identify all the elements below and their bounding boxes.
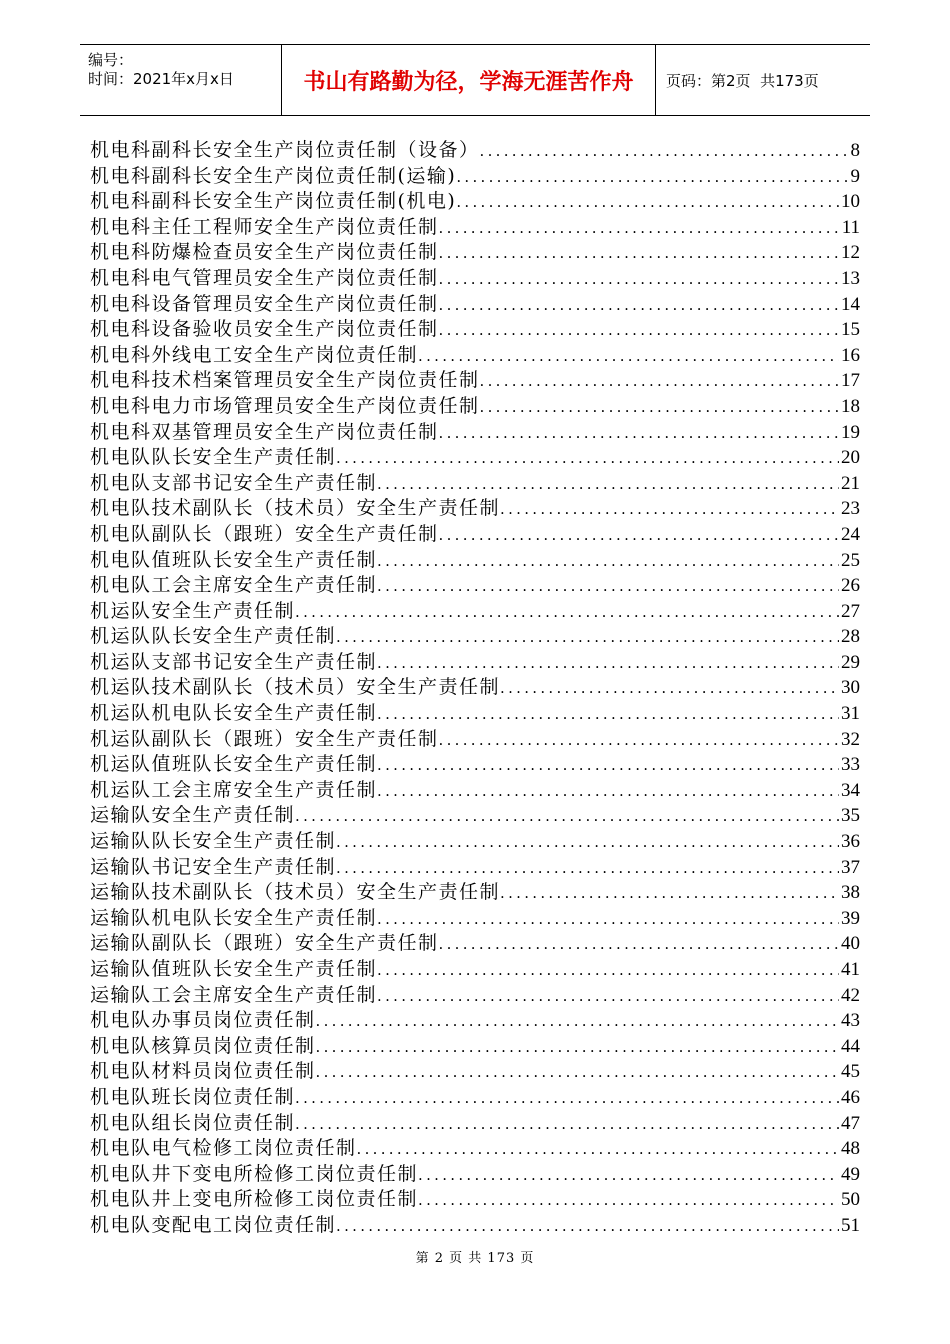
toc-entry-title: 机电科主任工程师安全生产岗位责任制 [90,215,439,238]
toc-entry-page-number: 43 [841,1010,860,1032]
toc-entry-title: 运输队工会主席安全生产责任制 [90,983,378,1006]
toc-dot-leader [336,628,839,646]
toc-entry-title: 机电科电力市场管理员安全生产岗位责任制 [90,394,480,417]
toc-entry-title: 机电队值班队长安全生产责任制 [90,548,378,571]
toc-entry-title: 运输队队长安全生产责任制 [90,830,337,853]
toc-entry[interactable] [90,928,860,954]
toc-entry-page-number: 42 [841,984,860,1006]
toc-entry[interactable] [90,724,860,750]
toc-dot-leader [480,142,849,160]
toc-entry[interactable] [90,442,860,468]
toc-entry-title: 运输队书记安全生产责任制 [90,855,337,878]
toc-entry-page-number: 11 [841,216,860,238]
header-page-info [656,45,870,115]
toc-entry-page-number: 46 [841,1086,860,1108]
toc-dot-leader [480,398,839,416]
toc-entry-page-number: 20 [841,447,860,469]
toc-entry-page-number: 38 [841,882,860,904]
toc-entry[interactable] [90,596,860,622]
toc-dot-leader [336,833,839,851]
toc-dot-leader [480,372,839,390]
header-motto: 书山有路勤为径，学海无涯苦作舟 [282,45,656,115]
toc-entry-title: 机电队核算员岗位责任制 [90,1034,316,1057]
toc-entry[interactable] [90,545,860,571]
toc-entry-title: 机运队工会主席安全生产责任制 [90,778,378,801]
toc-entry-page-number: 48 [841,1138,860,1160]
toc-dot-leader [439,424,839,442]
toc-dot-leader [377,552,839,570]
toc-entry[interactable] [90,135,860,161]
toc-entry[interactable] [90,263,860,289]
toc-entry[interactable] [90,852,860,878]
toc-entry[interactable] [90,468,860,494]
toc-entry[interactable] [90,212,860,238]
table-of-contents [90,135,860,1236]
toc-entry-title: 机电队班长岗位责任制 [90,1085,296,1108]
toc-entry-page-number: 23 [841,498,860,520]
toc-entry-page-number: 29 [841,651,860,673]
toc-entry-title: 机电队办事员岗位责任制 [90,1009,316,1032]
toc-dot-leader [439,244,839,262]
toc-entry-title: 机电队变配电工岗位责任制 [90,1213,337,1236]
toc-dot-leader [500,500,839,518]
toc-dot-leader [316,1038,839,1056]
toc-entry-title: 机电队工会主席安全生产责任制 [90,574,378,597]
page-info-text: 页码：第2页 共173页 [666,71,819,90]
toc-entry-page-number: 44 [841,1035,860,1057]
toc-entry-page-number: 28 [841,626,860,648]
toc-entry-page-number: 40 [841,933,860,955]
toc-entry[interactable] [90,340,860,366]
toc-entry[interactable] [90,493,860,519]
toc-dot-leader [500,679,839,697]
toc-entry-page-number: 45 [841,1061,860,1083]
toc-entry[interactable] [90,1184,860,1210]
toc-entry-page-number: 33 [841,754,860,776]
toc-dot-leader [456,168,848,186]
toc-entry-page-number: 37 [841,856,860,878]
toc-entry-title: 机电科双基管理员安全生产岗位责任制 [90,420,439,443]
toc-entry-title: 机运队副队长（跟班）安全生产责任制 [90,727,439,750]
toc-entry-page-number: 24 [841,523,860,545]
toc-entry[interactable] [90,672,860,698]
toc-dot-leader [357,1140,839,1158]
toc-dot-leader [500,884,839,902]
toc-entry-title: 机电队副队长（跟班）安全生产责任制 [90,522,439,545]
toc-entry-title: 运输队机电队长安全生产责任制 [90,906,378,929]
toc-entry-page-number: 51 [841,1214,860,1236]
toc-entry[interactable] [90,237,860,263]
toc-entry-title: 机运队技术副队长（技术员）安全生产责任制 [90,676,501,699]
toc-dot-leader [377,756,839,774]
toc-dot-leader [439,731,839,749]
toc-entry-page-number: 32 [841,728,860,750]
toc-entry[interactable] [90,775,860,801]
toc-entry-title: 运输队值班队长安全生产责任制 [90,958,378,980]
toc-entry-title: 机电科技术档案管理员安全生产岗位责任制 [90,369,480,392]
toc-entry-page-number: 41 [841,959,860,980]
toc-entry-page-number: 34 [841,779,860,801]
toc-dot-leader [377,987,839,1005]
toc-entry[interactable] [90,161,860,187]
toc-entry-title: 机电科设备管理员安全生产岗位责任制 [90,292,439,315]
toc-dot-leader [377,577,839,595]
toc-dot-leader [295,1089,839,1107]
toc-dot-leader [418,1191,839,1209]
toc-entry[interactable] [90,314,860,340]
toc-dot-leader [377,910,839,928]
toc-entry-title: 机运队支部书记安全生产责任制 [90,650,378,673]
toc-dot-leader [439,219,840,237]
toc-entry-title: 机电科设备验收员安全生产岗位责任制 [90,318,439,341]
toc-entry[interactable] [90,391,860,417]
toc-entry-title: 运输队副队长（跟班）安全生产责任制 [90,932,439,955]
toc-entry-page-number: 49 [841,1163,860,1185]
toc-entry-page-number: 15 [841,319,860,341]
toc-entry-page-number: 8 [850,140,860,161]
toc-entry[interactable] [90,1133,860,1159]
toc-entry[interactable] [90,903,860,929]
toc-entry-title: 机运队值班队长安全生产责任制 [90,753,378,776]
toc-entry-page-number: 18 [841,395,860,417]
toc-entry-title: 机电科外线电工安全生产岗位责任制 [90,343,419,366]
toc-entry[interactable] [90,1031,860,1057]
toc-entry-page-number: 14 [841,293,860,315]
toc-entry-title: 机电科副科长安全生产岗位责任制(机电) [90,190,457,213]
toc-dot-leader [295,603,839,621]
toc-entry-page-number: 26 [841,575,860,597]
toc-entry[interactable] [90,826,860,852]
toc-entry-page-number: 47 [841,1112,860,1134]
toc-entry-title: 机运队队长安全生产责任制 [90,625,337,648]
toc-entry-title: 机运队安全生产责任制 [90,599,296,622]
toc-dot-leader [456,193,839,211]
toc-entry-title: 机电队材料员岗位责任制 [90,1060,316,1083]
toc-entry-title: 机电队井上变电所检修工岗位责任制 [90,1188,419,1211]
toc-entry[interactable] [90,417,860,443]
toc-dot-leader [377,782,839,800]
toc-dot-leader [377,654,839,672]
toc-entry[interactable] [90,570,860,596]
toc-entry[interactable] [90,980,860,1006]
toc-entry-title: 机电队电气检修工岗位责任制 [90,1137,357,1160]
toc-entry[interactable] [90,1056,860,1082]
toc-entry[interactable] [90,365,860,391]
toc-entry-page-number: 31 [841,703,860,725]
toc-entry-page-number: 30 [841,677,860,699]
toc-entry-title: 机电队组长岗位责任制 [90,1111,296,1134]
toc-entry-title: 机运队机电队长安全生产责任制 [90,702,378,725]
toc-entry-title: 机电队队长安全生产责任制 [90,446,337,469]
toc-entry-page-number: 17 [841,370,860,392]
toc-entry-page-number: 10 [841,191,860,213]
toc-entry-title: 机电科副科长安全生产岗位责任制（设备） [90,139,480,161]
toc-dot-leader [439,526,839,544]
toc-entry-page-number: 36 [841,831,860,853]
toc-entry-title: 机电科电气管理员安全生产岗位责任制 [90,266,439,289]
toc-entry-page-number: 25 [841,549,860,571]
toc-entry-title: 机电科副科长安全生产岗位责任制(运输) [90,164,457,187]
toc-entry-title: 机电队井下变电所检修工岗位责任制 [90,1162,419,1185]
toc-entry-page-number: 9 [850,165,860,187]
toc-dot-leader [295,807,839,825]
toc-dot-leader [316,1012,839,1030]
toc-dot-leader [316,1063,839,1081]
toc-dot-leader [336,1217,839,1235]
header-meta [80,45,282,115]
toc-entry[interactable] [90,186,860,212]
toc-entry-page-number: 13 [841,267,860,289]
toc-entry[interactable] [90,1108,860,1134]
toc-dot-leader [336,859,839,877]
toc-entry[interactable] [90,621,860,647]
toc-entry[interactable] [90,519,860,545]
toc-entry[interactable] [90,1159,860,1185]
toc-dot-leader [439,321,839,339]
toc-entry-page-number: 35 [841,805,860,827]
toc-entry-title: 运输队安全生产责任制 [90,804,296,827]
page-footer: 第 2 页 共 173 页 [415,1251,535,1266]
toc-entry[interactable] [90,698,860,724]
toc-entry[interactable] [90,647,860,673]
toc-dot-leader [336,449,839,467]
toc-entry[interactable] [90,289,860,315]
toc-dot-leader [418,347,839,365]
toc-entry-title: 机电队支部书记安全生产责任制 [90,471,378,494]
toc-dot-leader [439,270,839,288]
toc-dot-leader [439,935,839,953]
toc-entry[interactable] [90,1005,860,1031]
document-header [80,44,870,116]
toc-entry-page-number: 12 [841,242,860,264]
toc-entry-page-number: 39 [841,907,860,929]
toc-dot-leader [418,1166,839,1184]
toc-entry-page-number: 16 [841,344,860,366]
toc-entry-page-number: 27 [841,600,860,622]
number-label: 编号： [88,51,134,69]
toc-entry[interactable] [90,1082,860,1108]
toc-entry[interactable] [90,1210,860,1236]
toc-dot-leader [295,1115,839,1133]
toc-entry-page-number: 19 [841,421,860,443]
toc-dot-leader [439,296,839,314]
toc-dot-leader [377,475,839,493]
toc-entry[interactable] [90,877,860,903]
toc-entry-page-number: 21 [841,472,860,494]
toc-entry-title: 运输队技术副队长（技术员）安全生产责任制 [90,881,501,904]
toc-entry-title: 机电队技术副队长（技术员）安全生产责任制 [90,497,501,520]
toc-entry[interactable] [90,954,860,980]
toc-dot-leader [377,961,839,979]
toc-entry[interactable] [90,800,860,826]
toc-entry-title: 机电科防爆检查员安全生产岗位责任制 [90,241,439,264]
toc-entry-page-number: 50 [841,1189,860,1211]
toc-entry[interactable] [90,749,860,775]
time-label: 时间：2021年x月x日 [88,70,234,88]
toc-dot-leader [377,705,839,723]
